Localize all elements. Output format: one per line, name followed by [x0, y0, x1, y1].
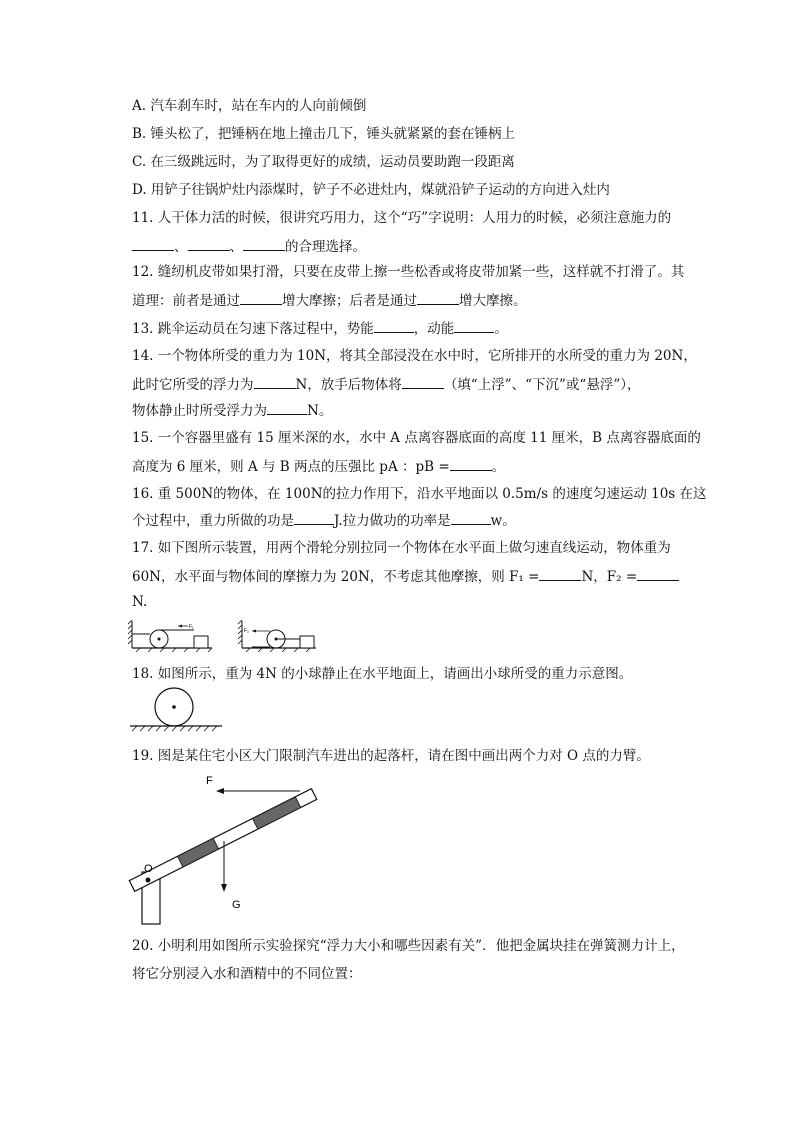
answer-blank[interactable]: [254, 374, 296, 389]
q17-line3: N.: [132, 594, 148, 610]
force-f-label: F: [206, 775, 213, 787]
answer-blank[interactable]: [243, 236, 285, 251]
pulley-diagram-2: [238, 620, 316, 652]
q14-line3: 物体静止时所受浮力为 N。: [132, 400, 332, 421]
f1-label: F₁: [189, 624, 194, 630]
force-g-label: G: [232, 899, 241, 911]
ground-hatch: [132, 726, 217, 731]
option-a: A. 汽车刹车时，站在车内的人向前倾倒: [132, 98, 367, 114]
answer-blank[interactable]: [132, 236, 174, 251]
q16-line1: 16. 重 500N的物体，在 100N的拉力作用下，沿水平地面以 0.5m/s 的速度匀速运动 10s 在这: [132, 486, 707, 502]
q11-line1: 11. 人干体力活的时候，很讲究巧用力，这个“巧”字说明：人用力的时候，必须注意施力的: [132, 210, 672, 226]
option-c: C. 在三级跳远时，为了取得更好的成绩，运动员要助跑一段距离: [132, 154, 515, 170]
q14-line1: 14. 一个物体所受的重力为 10N，将其全部浸没在水中时，它所排开的水所受的重力为 20N，: [132, 348, 697, 364]
answer-blank[interactable]: [188, 236, 230, 251]
barrier-gate-diagram: [128, 770, 328, 930]
answer-blank[interactable]: [451, 510, 491, 525]
q14-line2: 此时它所受的浮力为 N，放手后物体将 （填“上浮”、“下沉”或“悬浮”），: [132, 374, 640, 395]
gate-bar: [129, 789, 316, 892]
q18-line1: 18. 如图所示，重为 4N 的小球静止在水平地面上，请画出小球所受的重力示意图。: [132, 666, 633, 682]
q12-line2: 道理：前者是通过 增大摩擦；后者是通过 增大摩擦。: [132, 290, 527, 311]
option-b: B. 锤头松了，把锤柄在地上撞击几下，锤头就紧紧的套在锤柄上: [132, 126, 516, 142]
q12-line1: 12. 缝纫机皮带如果打滑，只要在皮带上擦一些松香或将皮带加紧一些，这样就不打滑了。其: [132, 264, 685, 280]
q20-line2: 将它分别浸入水和酒精中的不同位置：: [132, 966, 362, 982]
q15-line1: 15. 一个容器里盛有 15 厘米深的水，水中 A 点离容器底面的高度 11 厘米，B 点离容器底面的: [132, 430, 701, 446]
ball-diagram: [128, 686, 228, 734]
q11-line2: 、 、 的合理选择。: [132, 236, 366, 257]
answer-blank[interactable]: [267, 400, 307, 415]
answer-blank[interactable]: [539, 566, 581, 581]
answer-blank[interactable]: [402, 374, 444, 389]
pulley-diagram-1: [128, 620, 212, 652]
f2-label: F₂: [244, 628, 249, 634]
pulley-diagrams: [128, 618, 328, 654]
q17-line1: 17. 如下图所示装置，用两个滑轮分别拉同一个物体在水平面上做匀速直线运动，物体重为: [132, 540, 671, 556]
q13-line: 13. 跳伞运动员在匀速下落过程中，势能 ，动能 。: [132, 318, 508, 339]
q19-line1: 19. 图是某住宅小区大门限制汽车进出的起落杆，请在图中画出两个力对 O 点的力臂。: [132, 748, 650, 764]
pivot-label: O: [144, 863, 153, 875]
answer-blank[interactable]: [294, 510, 334, 525]
answer-blank[interactable]: [637, 566, 679, 581]
answer-blank[interactable]: [417, 290, 459, 305]
q17-line2: 60N，水平面与物体间的摩擦力为 20N，不考虑其他摩擦，则 F₁ = N，F₂ =: [132, 566, 679, 587]
answer-blank[interactable]: [450, 456, 492, 471]
ball-center: [172, 705, 176, 709]
q20-line1: 20. 小明利用如图所示实验探究“浮力大小和哪些因素有关”．他把金属块挂在弹簧测力计上，: [132, 938, 685, 954]
answer-blank[interactable]: [454, 318, 494, 333]
answer-blank[interactable]: [240, 290, 282, 305]
q15-line2: 高度为 6 厘米，则 A 与 B 两点的压强比 pA ：pB = 。: [132, 456, 505, 477]
answer-blank[interactable]: [374, 318, 414, 333]
option-d: D. 用铲子往锅炉灶内添煤时，铲子不必进灶内，煤就沿铲子运动的方向进入灶内: [132, 182, 610, 198]
q16-line2: 个过程中，重力所做的功是 J.拉力做功的功率是 w。: [132, 510, 516, 531]
pivot-point: [146, 878, 151, 883]
